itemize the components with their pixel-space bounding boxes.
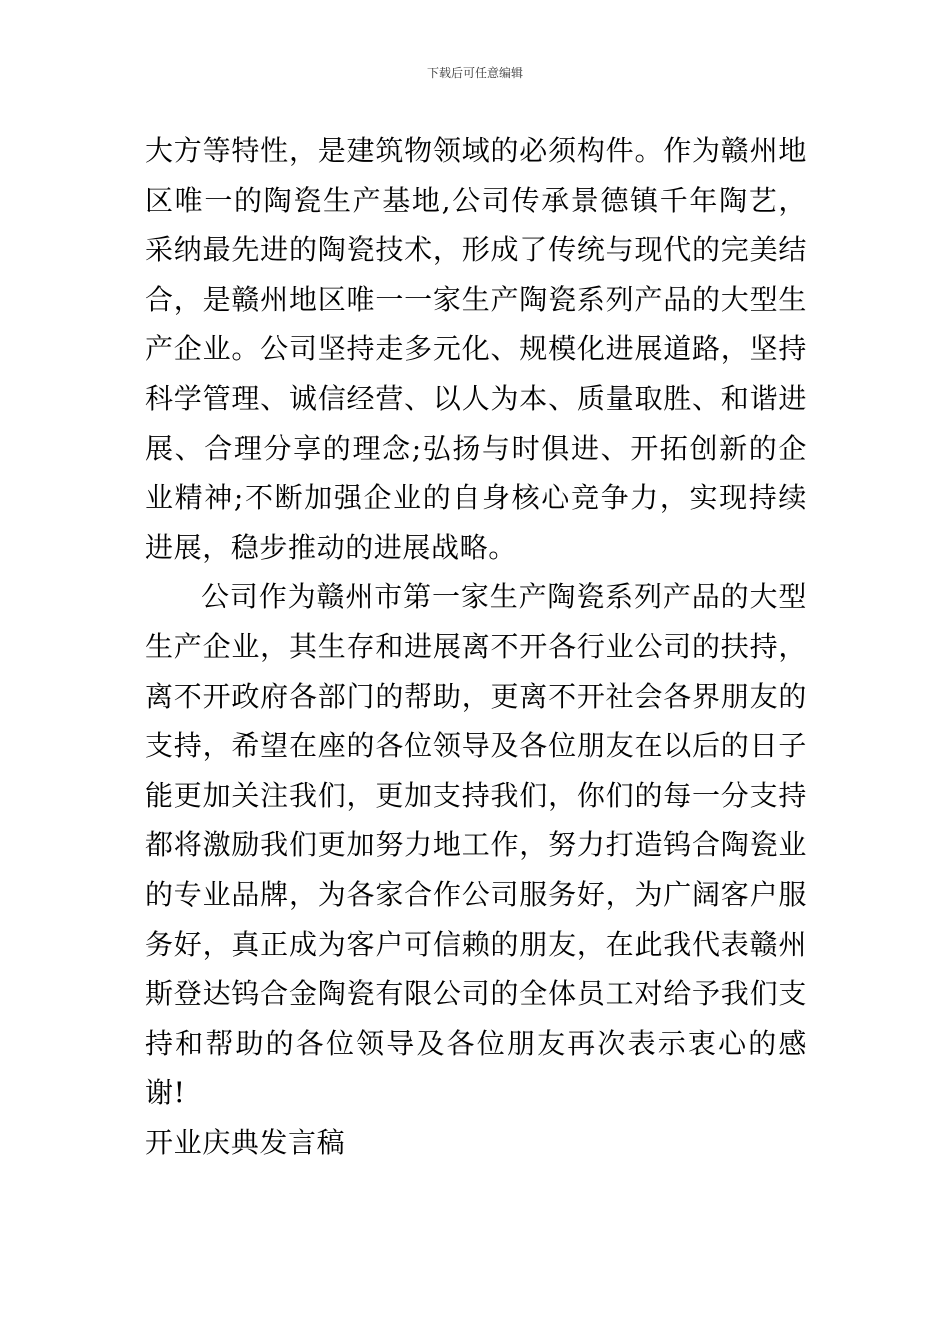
paragraph-thanks: 公司作为赣州市第一家生产陶瓷系列产品的大型生产企业，其生存和进展离不开各行业公司的扶持，离不开政府各部门的帮助，更离不开社会各界朋友的支持，希望在座的各位领导及各位朋友在以后的日子能更加关注我们，更加支持我们，你们的每一分支持都将激励我们更加努力地工作，努力打造钨合陶瓷业的专业品牌，为各家合作公司服务好，为广阔客户服务好，真正成为客户可信赖的朋友，在此我代表赣州斯登达钨合金陶瓷有限公司的全体员工对给予我们支持和帮助的各位领导及各位朋友再次表示衷心的感谢! (145, 580, 807, 1110)
paragraph-company-intro: 大方等特性，是建筑物领域的必须构件。作为赣州地区唯一的陶瓷生产基地,公司传承景德镇千年陶艺，采纳最先进的陶瓷技术，形成了传统与现代的完美结合，是赣州地区唯一一家生产陶瓷系列产品的大型生产企业。公司坚持走多元化、规模化进展道路，坚持科学管理、诚信经营、以人为本、质量取胜、和谐进展、合理分享的理念;弘扬与时俱进、开拓创新的企业精神;不断加强企业的自身核心竞争力，实现持续进展，稳步推动的进展战略。 (145, 134, 807, 564)
page-header-note: 下载后可任意编辑 (426, 66, 523, 80)
document-body (145, 126, 807, 1167)
section-heading: 开业庆典发言稿 (145, 1125, 346, 1159)
